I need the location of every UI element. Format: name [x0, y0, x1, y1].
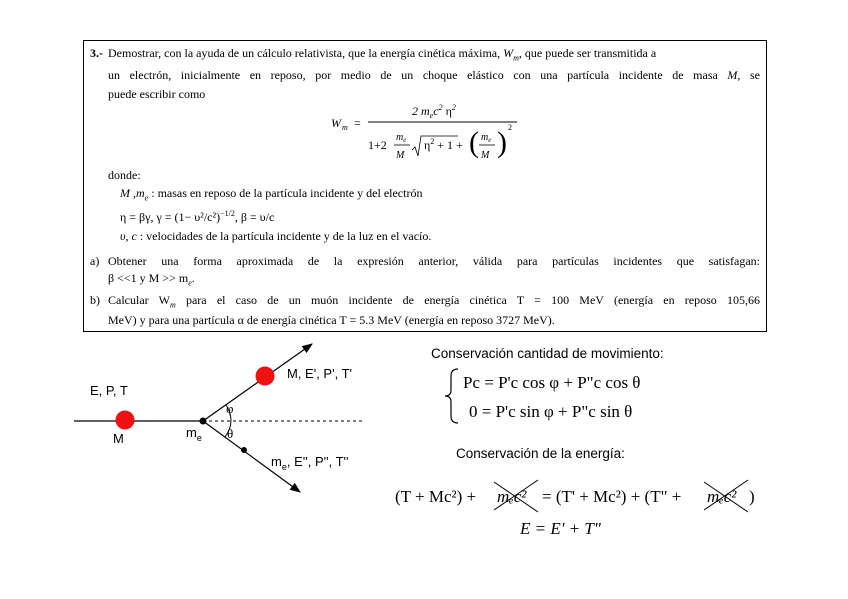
energy-eq1-cancel2: mₑc²: [707, 487, 737, 506]
energy-title: Conservación de la energía:: [456, 446, 625, 461]
problem-intro-line2: un electrón, inicialmente en reposo, por medio de un choque elástico con una partícula incidente de masa M, se: [108, 68, 761, 82]
part-b-label: b): [90, 293, 100, 307]
formula-w: W: [331, 116, 341, 130]
part-a-line2: β <<1 y $M >> m_e$.: [108, 271, 195, 288]
part-a-line1: Obtener una forma aproximada de la expresión anterior, válida para partículas incidentes que satisfagan:: [108, 254, 760, 268]
donde-label: donde:: [108, 168, 141, 182]
svg-text:M: M: [396, 150, 405, 161]
definition-velocities: υ, c : velocidades de la partícula incidente y de la luz en el vacío.: [120, 229, 432, 243]
energy-eq1-cancel1: mₑc²: [497, 487, 527, 506]
outgoing-e-label: $m_e$, E'', P'', T'': [271, 454, 349, 472]
energy-eq1-part2: = (T' + Mc²) + (T" +: [542, 487, 682, 506]
formula-w-sub: m: [342, 123, 348, 132]
incoming-label: E, P, T: [90, 383, 128, 398]
svg-text:2: 2: [508, 123, 512, 132]
momentum-eq-x: Pc = P'c cos φ + P"c cos θ: [463, 373, 641, 392]
outgoing-M-label: M, E', P', T': [287, 366, 352, 381]
svg-text:η2 + 1 +: $\eta^2 + 1$ +: [424, 137, 463, 152]
svg-text:me: $m_e$: [481, 132, 492, 144]
formula-numerator: 2 $m_ec^2$ $\eta^2$: [412, 103, 456, 120]
energy-eq1-part1: (T + Mc²) +: [395, 487, 477, 506]
momentum-title: Conservación cantidad de movimiento:: [431, 346, 664, 361]
svg-text:): ): [497, 126, 507, 159]
part-a-label: a): [90, 254, 100, 268]
problem-intro-line1: Demostrar, con la ayuda de un cálculo relativista, que la energía cinética máxima, $W_m$, que puede ser transmitida a: [108, 46, 657, 63]
momentum-eq-y: 0 = P'c sin φ + P"c sin θ: [469, 402, 633, 421]
part-b-line1: Calcular $W_m$ para el caso de un muón incidente de energía cinética T = 100 MeV (energía en reposo 105,66: [108, 293, 760, 310]
energy-eq1-part3: ): [749, 487, 755, 506]
theta-label: θ: [227, 426, 234, 441]
phi-label: φ: [226, 401, 234, 416]
svg-text:M: M: [481, 150, 490, 161]
definition-masses: M $,m_e$ : masas en reposo de la partícula incidente y del electrón: [120, 186, 423, 203]
problem-number: 3.-: [90, 46, 103, 60]
svg-text:me: $m_e$: [396, 132, 407, 144]
problem-intro-line3: puede escribir como: [108, 87, 206, 101]
definition-eta-gamma-beta: η = βγ, $\gamma = (1- \upsilon^2/c^2)^{-1/2}$, β = υ/c: [120, 209, 275, 224]
part-b-line2: MeV) y para una partícula α de energía cinética T = 5.3 MeV (energía en reposo 3727 MeV).: [108, 313, 555, 327]
mass-label: M: [113, 431, 124, 446]
formula-equals: =: [354, 116, 361, 130]
svg-text:(: (: [469, 126, 479, 159]
electron-label: $m_e$: [186, 425, 202, 443]
energy-eq2: E = E' + T": [520, 519, 601, 538]
formula-denominator: 1+2: [368, 138, 387, 152]
